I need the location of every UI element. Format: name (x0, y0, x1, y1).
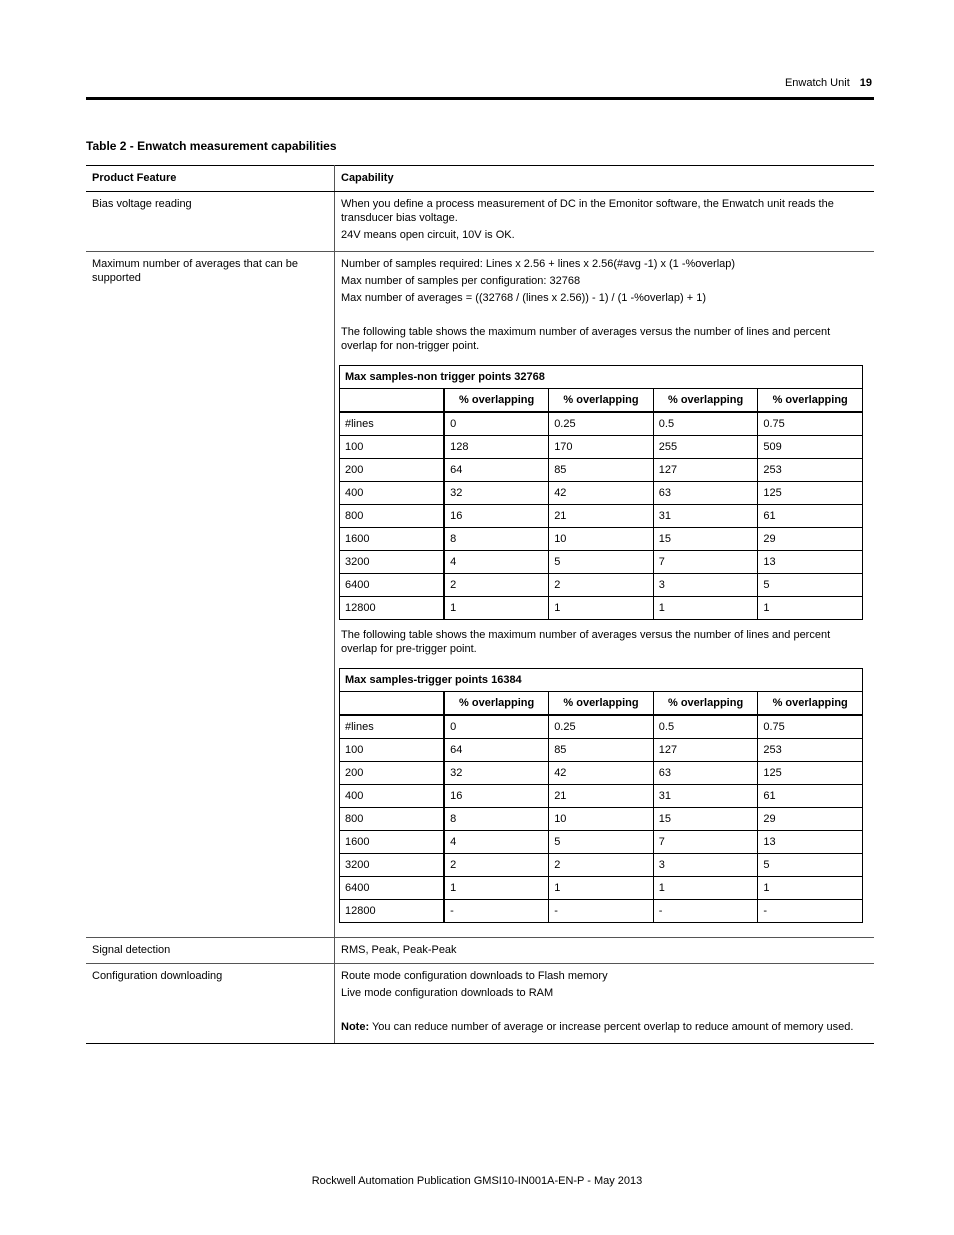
averages-cell: 0.5 (653, 412, 758, 436)
lines-cell: 400 (340, 482, 445, 505)
averages-cell: 10 (549, 808, 654, 831)
lines-cell: 800 (340, 808, 445, 831)
averages-cell: 2 (549, 854, 654, 877)
sub-table-header-cell: % overlapping (653, 389, 758, 413)
feature-cell: Maximum number of averages that can be supported (86, 252, 335, 938)
sub-table-header-cell: % overlapping (444, 692, 549, 716)
averages-cell: 1 (444, 597, 549, 620)
sub-table-caption: Max samples-trigger points 16384 (340, 669, 863, 692)
column-header-capability: Capability (335, 166, 875, 192)
averages-cell: 7 (653, 551, 758, 574)
averages-cell: 64 (444, 459, 549, 482)
averages-cell: 1 (549, 877, 654, 900)
averages-cell: 0.75 (758, 412, 863, 436)
header-rule (86, 97, 874, 100)
sub-table-row (340, 459, 863, 482)
averages-cell: 253 (758, 739, 863, 762)
column-header-feature: Product Feature (86, 166, 335, 192)
trigger-intro: The following table shows the maximum number of averages versus the number of lines and percent overlap for pre-trigger point. (341, 629, 831, 655)
formula-line: Number of samples required: Lines x 2.56 + lines x 2.56(#avg -1) x (1 -%overlap) (341, 258, 736, 270)
sub-table-row (340, 831, 863, 854)
averages-cell: 170 (549, 436, 654, 459)
averages-cell: 64 (444, 739, 549, 762)
sub-table-row (340, 436, 863, 459)
capability-line: Route mode configuration downloads to Flash memory (341, 970, 608, 982)
lines-cell: 3200 (340, 551, 445, 574)
capability-cell (335, 192, 875, 252)
lines-cell: 12800 (340, 597, 445, 620)
averages-cell: 5 (549, 831, 654, 854)
sub-table-header-cell: % overlapping (549, 692, 654, 716)
averages-cell: 1 (758, 877, 863, 900)
averages-cell: 63 (653, 762, 758, 785)
sub-table-header-cell: % overlapping (549, 389, 654, 413)
averages-cell: 13 (758, 831, 863, 854)
sub-table-header-cell: % overlapping (444, 389, 549, 413)
averages-cell: 127 (653, 459, 758, 482)
averages-cell: 125 (758, 482, 863, 505)
averages-cell: 29 (758, 808, 863, 831)
lines-cell: 100 (340, 739, 445, 762)
sub-table-row (340, 739, 863, 762)
averages-cell: 3 (653, 574, 758, 597)
lines-cell: 1600 (340, 528, 445, 551)
lines-cell: 6400 (340, 574, 445, 597)
sub-table-caption: Max samples-non trigger points 32768 (340, 366, 863, 389)
averages-cell: 2 (549, 574, 654, 597)
averages-cell: 32 (444, 482, 549, 505)
averages-cell: - (549, 900, 654, 923)
lines-cell: 200 (340, 762, 445, 785)
sub-table-row (340, 482, 863, 505)
non-trigger-intro: The following table shows the maximum number of averages versus the number of lines and percent overlap for non-trigger point. (341, 326, 831, 352)
averages-cell: 255 (653, 436, 758, 459)
sub-table-header-cell (340, 389, 445, 413)
averages-cell: 5 (758, 574, 863, 597)
averages-cell: 10 (549, 528, 654, 551)
sub-table-row (340, 528, 863, 551)
lines-cell: 3200 (340, 854, 445, 877)
sub-table-row (340, 715, 863, 739)
averages-cell: 15 (653, 808, 758, 831)
sub-table-row (340, 854, 863, 877)
averages-cell: 2 (444, 574, 549, 597)
sub-table-header-cell: % overlapping (653, 692, 758, 716)
table-header-row (86, 166, 874, 192)
averages-cell: 509 (758, 436, 863, 459)
averages-cell: 0 (444, 412, 549, 436)
running-header (785, 77, 872, 89)
averages-cell: 21 (549, 505, 654, 528)
capability-line: 24V means open circuit, 10V is OK. (341, 229, 515, 241)
lines-cell: 6400 (340, 877, 445, 900)
sub-table-row (340, 597, 863, 620)
averages-cell: 61 (758, 505, 863, 528)
note (341, 1020, 868, 1037)
averages-cell: 16 (444, 505, 549, 528)
sub-table-header-row (340, 389, 863, 413)
averages-cell: 29 (758, 528, 863, 551)
lines-cell: 400 (340, 785, 445, 808)
averages-cell: 8 (444, 808, 549, 831)
sub-table-header-row (340, 692, 863, 716)
feature-cell: Configuration downloading (86, 964, 335, 1044)
averages-cell: 1 (444, 877, 549, 900)
averages-cell: 16 (444, 785, 549, 808)
note-text: You can reduce number of average or increase percent overlap to reduce amount of memory used. (369, 1021, 854, 1033)
sub-table-row (340, 574, 863, 597)
lines-cell: #lines (340, 412, 445, 436)
non-trigger-table (339, 365, 863, 620)
averages-cell: 4 (444, 831, 549, 854)
averages-cell: 21 (549, 785, 654, 808)
sub-table-header-cell: % overlapping (758, 389, 863, 413)
averages-cell: 2 (444, 854, 549, 877)
capability-cell: RMS, Peak, Peak-Peak (335, 938, 875, 964)
averages-cell: 125 (758, 762, 863, 785)
averages-cell: 0 (444, 715, 549, 739)
page-footer: Rockwell Automation Publication GMSI10-IN001A-EN-P - May 2013 (311, 1175, 643, 1187)
averages-cell: 61 (758, 785, 863, 808)
averages-cell: 128 (444, 436, 549, 459)
averages-cell: 42 (549, 762, 654, 785)
averages-cell: 3 (653, 854, 758, 877)
sub-table-row (340, 412, 863, 436)
averages-cell: 1 (758, 597, 863, 620)
sub-table-caption-row (340, 669, 863, 692)
lines-cell: 12800 (340, 900, 445, 923)
sub-table-header-cell: % overlapping (758, 692, 863, 716)
lines-cell: 800 (340, 505, 445, 528)
averages-cell: - (653, 900, 758, 923)
averages-cell: 31 (653, 505, 758, 528)
averages-cell: 5 (549, 551, 654, 574)
sub-table-row (340, 808, 863, 831)
averages-cell: 8 (444, 528, 549, 551)
averages-cell: 127 (653, 739, 758, 762)
sub-table-row (340, 900, 863, 923)
averages-cell: 85 (549, 739, 654, 762)
averages-cell: 1 (653, 597, 758, 620)
averages-cell: 42 (549, 482, 654, 505)
averages-cell: - (444, 900, 549, 923)
lines-cell: 1600 (340, 831, 445, 854)
table-row (86, 252, 874, 938)
averages-cell: 1 (549, 597, 654, 620)
averages-cell: - (758, 900, 863, 923)
averages-cell: 1 (653, 877, 758, 900)
averages-cell: 7 (653, 831, 758, 854)
page-number: 19 (859, 77, 872, 89)
capabilities-table (86, 165, 874, 1044)
formula-line: Max number of samples per configuration: 32768 (341, 275, 581, 287)
sub-table-row (340, 505, 863, 528)
averages-cell: 63 (653, 482, 758, 505)
averages-cell: 0.75 (758, 715, 863, 739)
averages-cell: 32 (444, 762, 549, 785)
feature-cell: Signal detection (86, 938, 335, 964)
sub-table-row (340, 551, 863, 574)
averages-cell: 253 (758, 459, 863, 482)
sub-table-caption-row (340, 366, 863, 389)
lines-cell: 200 (340, 459, 445, 482)
sub-table-row (340, 877, 863, 900)
capability-line: Live mode configuration downloads to RAM (341, 987, 554, 999)
capability-cell (335, 252, 875, 938)
averages-cell: 0.5 (653, 715, 758, 739)
table-row (86, 964, 874, 1044)
capability-line: When you define a process measurement of DC in the Emonitor software, the Enwatch unit reads the transducer bias voltage. (341, 198, 834, 224)
formula-line: Max number of averages = ((32768 / (lines x 2.56)) - 1) / (1 -%overlap) + 1) (341, 292, 706, 304)
averages-cell: 31 (653, 785, 758, 808)
averages-cell: 15 (653, 528, 758, 551)
averages-cell: 0.25 (549, 412, 654, 436)
section-title: Enwatch Unit (784, 77, 850, 89)
averages-cell: 5 (758, 854, 863, 877)
sub-table-row (340, 785, 863, 808)
table-row (86, 192, 874, 252)
trigger-table (339, 668, 863, 923)
averages-cell: 0.25 (549, 715, 654, 739)
sub-table-header-cell (340, 692, 445, 716)
lines-cell: 100 (340, 436, 445, 459)
lines-cell: #lines (340, 715, 445, 739)
table-title: Table 2 - Enwatch measurement capabilities (86, 139, 337, 153)
averages-cell: 13 (758, 551, 863, 574)
averages-cell: 4 (444, 551, 549, 574)
feature-cell: Bias voltage reading (86, 192, 335, 252)
note-label: Note: (341, 1021, 370, 1033)
capability-cell (335, 964, 875, 1044)
sub-table-row (340, 762, 863, 785)
averages-cell: 85 (549, 459, 654, 482)
table-row (86, 938, 874, 964)
